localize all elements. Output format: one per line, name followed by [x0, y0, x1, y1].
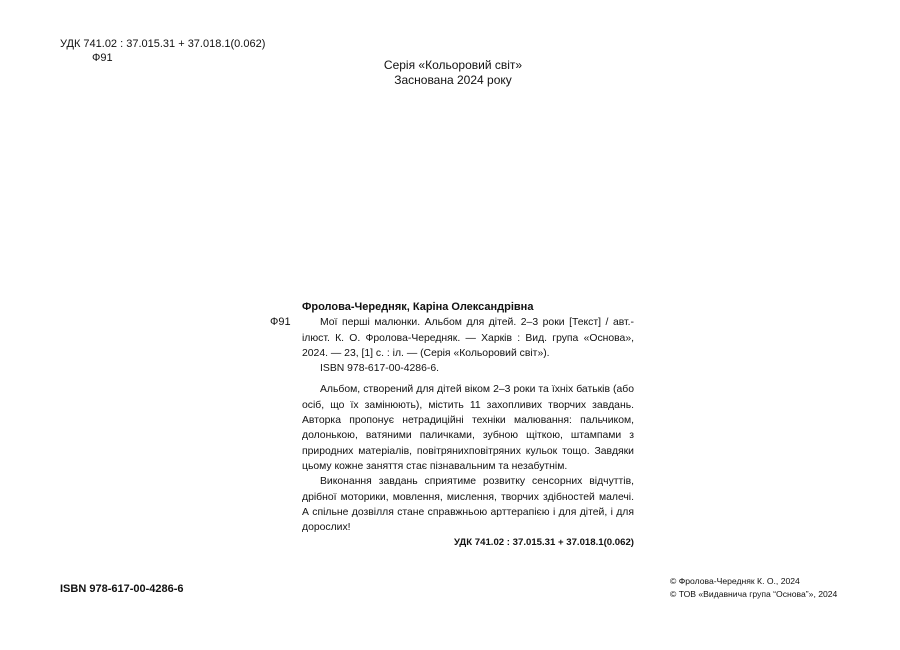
footer-isbn: ISBN 978-617-00-4286-6 — [60, 583, 184, 595]
top-udk: УДК 741.02 : 37.015.31 + 37.018.1(0.062) — [60, 38, 266, 50]
copyright-block — [670, 575, 837, 601]
card-udk: УДК 741.02 : 37.015.31 + 37.018.1(0.062) — [453, 537, 634, 549]
top-author-code: Ф91 — [92, 52, 113, 64]
catalog-card — [302, 300, 634, 551]
card-description: Мої перші малюнки. Альбом для дітей. 2–3 роки [Текст] / авт.-ілюст. К. О. Фролова-Чередняк. — Харків : Вид. група «Основа», 2024. — 23, [1] с. : іл. — (Серія «Кольоровий світ»). — [302, 317, 634, 359]
series-block — [0, 58, 900, 88]
copyright-author: © Фролова-Чередняк К. О., 2024 — [670, 576, 800, 586]
series-name: Серія «Кольоровий світ» — [383, 58, 523, 72]
copyright-publisher: © ТОВ «Видавнича група “Основа”», 2024 — [670, 589, 838, 599]
series-founded: Заснована 2024 року — [394, 73, 512, 87]
card-isbn: ISBN 978-617-00-4286-6. — [320, 363, 439, 375]
card-annotation-2: Виконання завдань сприятиме розвитку сенсорних відчуттів, дрібної моторики, мовлення, мислення, творчих здібностей малечі. А спільне дозвілля стане справжньою арттерапією і для дітей, і для дорослих! — [302, 476, 634, 534]
card-author: Фролова-Чередняк, Каріна Олександрівна — [302, 301, 534, 313]
card-annotation-1: Альбом, створений для дітей віком 2–3 роки та їхніх батьків (або осіб, що їх замінюють), містить 11 захопливих творчих завдань. Авторка пропонує нетрадиційні техніки малювання: пальчиком, долонькою, ватяними паличками, зубною щіткою, штампами з природних матеріалів, повітрянихповітряних кульок тощо. Завдяки цьому кожне заняття стає пізнавальним та незабутнім. — [302, 384, 634, 472]
card-author-code: Ф91 — [270, 316, 291, 328]
